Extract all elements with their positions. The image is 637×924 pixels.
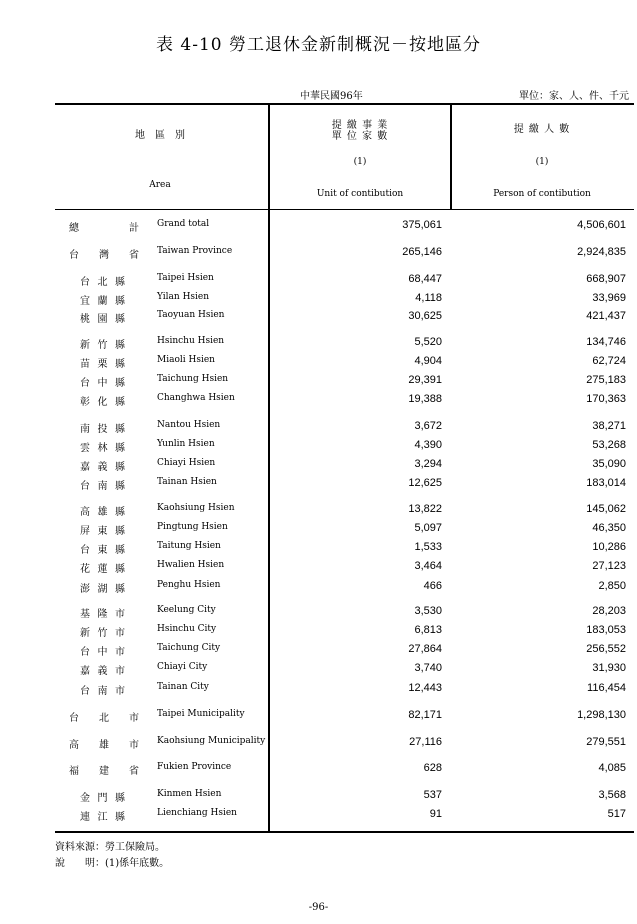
region-name-en: Lienchiang Hsien	[157, 808, 237, 818]
table-row	[55, 762, 634, 778]
person-count: 170,363	[586, 393, 626, 405]
person-count: 116,454	[587, 682, 626, 694]
region-name-zh: 高雄市	[69, 740, 139, 751]
table-row	[55, 393, 634, 409]
header-col1-en: Unit of contibution	[316, 189, 404, 199]
region-name-en: Penghu Hsien	[157, 580, 221, 590]
region-name-en: Miaoli Hsien	[157, 355, 215, 365]
person-count: 4,085	[598, 762, 626, 774]
header-col2-zh: 提 繳 人 數	[513, 124, 571, 135]
region-name-zh: 苗栗縣	[80, 359, 125, 370]
footer-source: 資料來源：勞工保險局。	[55, 842, 165, 853]
unit-count: 4,390	[414, 439, 442, 451]
region-name-zh: 宜蘭縣	[80, 296, 125, 307]
table-row	[55, 292, 634, 308]
region-name-zh: 嘉義縣	[80, 462, 125, 473]
header-col2-note: (1)	[535, 157, 549, 167]
table-row	[55, 503, 634, 519]
table-row	[55, 374, 634, 390]
region-name-zh: 台南市	[80, 686, 125, 697]
person-count: 3,568	[598, 789, 626, 801]
table-row	[55, 605, 634, 621]
unit-count: 19,388	[408, 393, 442, 405]
unit-count: 82,171	[408, 709, 442, 721]
header-region-en: Area	[149, 180, 171, 190]
region-name-en: Taipei Hsien	[157, 273, 214, 283]
table-row	[55, 808, 634, 824]
table-row	[55, 643, 634, 659]
region-name-en: Pingtung Hsien	[157, 522, 228, 532]
region-name-en: Yunlin Hsien	[157, 439, 215, 449]
header-col1-zh: 提 繳 事 業 單 位 家 數	[331, 120, 389, 142]
region-name-en: Hsinchu Hsien	[157, 336, 225, 346]
person-count: 517	[607, 808, 626, 820]
table-row	[55, 355, 634, 371]
table-row	[55, 541, 634, 557]
person-count: 145,062	[586, 503, 626, 515]
unit-count: 5,097	[414, 522, 442, 534]
region-name-zh: 台東縣	[80, 545, 125, 556]
table-row	[55, 246, 634, 262]
table-row	[55, 477, 634, 493]
unit-count: 3,740	[414, 662, 442, 674]
table-row	[55, 310, 634, 326]
unit-count: 30,625	[408, 310, 442, 322]
unit-label: 單位：家、人、件、千元	[519, 91, 629, 102]
region-name-zh: 花蓮縣	[80, 564, 125, 575]
page-title: 表 4-10 勞工退休金新制概況－按地區分	[156, 35, 481, 55]
table-row	[55, 273, 634, 289]
region-name-zh: 台北市	[69, 713, 139, 724]
table-row	[55, 736, 634, 752]
table-row	[55, 789, 634, 805]
region-name-en: Keelung City	[157, 605, 216, 615]
header-region-zh: 地 區 別	[135, 130, 185, 141]
region-name-en: Taichung City	[157, 643, 221, 653]
header-bottom-rule	[55, 209, 634, 210]
unit-count: 1,533	[414, 541, 442, 553]
region-name-zh: 台灣省	[69, 250, 139, 261]
region-name-zh: 台中縣	[80, 378, 125, 389]
table-row	[55, 219, 634, 235]
region-name-zh: 嘉義市	[80, 666, 125, 677]
unit-count: 27,116	[409, 736, 442, 748]
person-count: 256,552	[586, 643, 626, 655]
person-count: 421,437	[586, 310, 626, 322]
unit-count: 91	[429, 808, 442, 820]
region-name-zh: 高雄縣	[80, 507, 125, 518]
table-bottom-rule	[55, 831, 634, 833]
person-count: 134,746	[586, 336, 626, 348]
region-name-en: Taoyuan Hsien	[157, 310, 225, 320]
region-name-zh: 新竹市	[80, 628, 125, 639]
region-name-en: Taitung Hsien	[157, 541, 221, 551]
person-count: 183,053	[586, 624, 626, 636]
region-name-en: Tainan Hsien	[157, 477, 217, 487]
unit-count: 3,464	[414, 560, 442, 572]
unit-count: 4,904	[414, 355, 442, 367]
footer-note: 說 明：(1)係年底數。	[55, 858, 170, 869]
region-name-en: Nantou Hsien	[157, 420, 221, 430]
region-name-zh: 南投縣	[80, 424, 125, 435]
region-name-zh: 桃園縣	[80, 314, 125, 325]
person-count: 275,183	[586, 374, 626, 386]
person-count: 2,850	[598, 580, 626, 592]
region-name-zh: 彰化縣	[80, 397, 125, 408]
person-count: 31,930	[592, 662, 626, 674]
unit-count: 29,391	[408, 374, 442, 386]
unit-count: 5,520	[414, 336, 442, 348]
table-top-rule	[55, 103, 634, 105]
region-name-en: Fukien Province	[157, 762, 232, 772]
unit-count: 6,813	[414, 624, 442, 636]
region-name-zh: 屏東縣	[80, 526, 125, 537]
region-name-zh: 澎湖縣	[80, 584, 125, 595]
table-row	[55, 560, 634, 576]
unit-count: 3,530	[414, 605, 442, 617]
header-col1-note: (1)	[353, 157, 367, 167]
table-row	[55, 420, 634, 436]
unit-count: 12,625	[408, 477, 442, 489]
region-name-en: Hsinchu City	[157, 624, 217, 634]
region-name-zh: 台南縣	[80, 481, 125, 492]
region-name-zh: 基隆市	[80, 609, 125, 620]
unit-count: 3,294	[414, 458, 442, 470]
region-name-zh: 台北縣	[80, 277, 125, 288]
person-count: 33,969	[592, 292, 626, 304]
region-name-zh: 台中市	[80, 647, 125, 658]
person-count: 38,271	[592, 420, 626, 432]
person-count: 53,268	[592, 439, 626, 451]
unit-count: 466	[423, 580, 442, 592]
unit-count: 537	[423, 789, 442, 801]
table-row	[55, 458, 634, 474]
person-count: 183,014	[586, 477, 626, 489]
person-count: 10,286	[592, 541, 626, 553]
unit-count: 4,118	[415, 292, 442, 304]
region-name-en: Changhwa Hsien	[157, 393, 235, 403]
person-count: 279,551	[586, 736, 626, 748]
region-name-zh: 連江縣	[80, 812, 125, 823]
table-row	[55, 580, 634, 596]
unit-count: 27,864	[408, 643, 442, 655]
unit-count: 12,443	[408, 682, 442, 694]
person-count: 28,203	[592, 605, 626, 617]
unit-count: 628	[423, 762, 442, 774]
unit-count: 68,447	[408, 273, 442, 285]
page-number: -96-	[308, 902, 329, 913]
table-row	[55, 624, 634, 640]
region-name-en: Chiayi Hsien	[157, 458, 216, 468]
table-row	[55, 336, 634, 352]
region-name-en: Hwalien Hsien	[157, 560, 225, 570]
region-name-en: Kinmen Hsien	[157, 789, 222, 799]
person-count: 668,907	[586, 273, 626, 285]
year-label: 中華民國96年	[300, 91, 363, 102]
unit-count: 375,061	[402, 219, 442, 231]
person-count: 62,724	[592, 355, 626, 367]
region-name-en: Taipei Municipality	[157, 709, 245, 719]
person-count: 4,506,601	[577, 219, 626, 231]
region-name-zh: 總 計	[69, 223, 139, 234]
unit-count: 13,822	[408, 503, 442, 515]
region-name-en: Taichung Hsien	[157, 374, 229, 384]
region-name-en: Yilan Hsien	[157, 292, 210, 302]
region-name-en: Kaohsiung Municipality	[157, 736, 266, 746]
region-name-zh: 金門縣	[80, 793, 125, 804]
region-name-zh: 雲林縣	[80, 443, 125, 454]
region-name-en: Grand total	[157, 219, 210, 229]
person-count: 1,298,130	[577, 709, 626, 721]
person-count: 46,350	[592, 522, 626, 534]
region-name-zh: 新竹縣	[80, 340, 125, 351]
table-row	[55, 662, 634, 678]
region-name-zh: 福建省	[69, 766, 139, 777]
table-row	[55, 522, 634, 538]
table-row	[55, 682, 634, 698]
region-name-en: Chiayi City	[157, 662, 208, 672]
region-name-en: Taiwan Province	[157, 246, 233, 256]
region-name-en: Kaohsiung Hsien	[157, 503, 235, 513]
unit-count: 3,672	[414, 420, 442, 432]
person-count: 35,090	[592, 458, 626, 470]
person-count: 2,924,835	[577, 246, 626, 258]
person-count: 27,123	[592, 560, 626, 572]
table-row	[55, 439, 634, 455]
header-col2-en: Person of contibution	[493, 189, 591, 199]
table-row	[55, 709, 634, 725]
region-name-en: Tainan City	[157, 682, 209, 692]
unit-count: 265,146	[402, 246, 442, 258]
